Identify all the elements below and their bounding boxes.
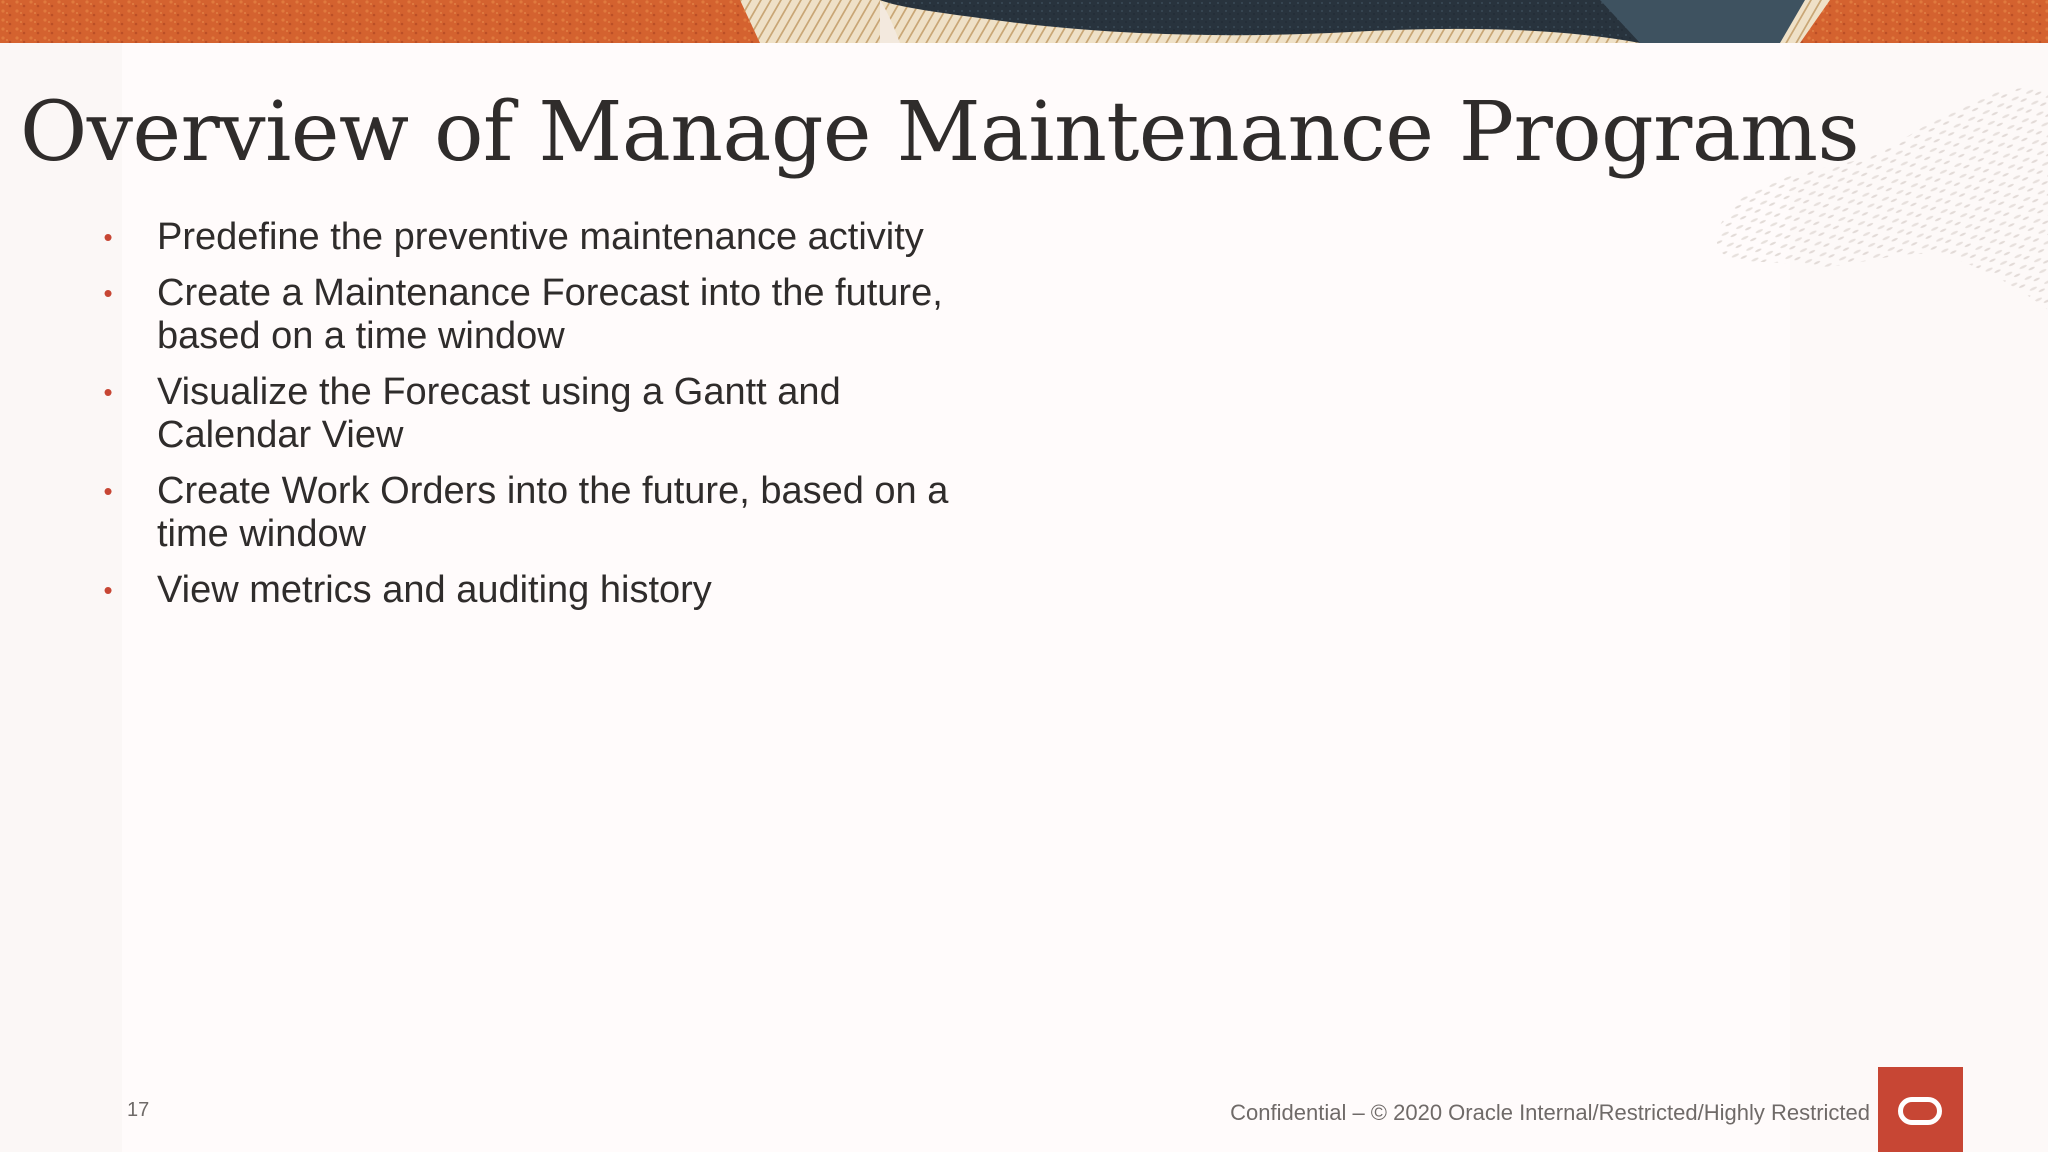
bullet-marker: • (103, 476, 113, 506)
bullet-marker: • (103, 575, 113, 605)
bullet-item (98, 470, 1027, 556)
bullet-text: Create Work Orders into the future, based on a time window (157, 470, 949, 555)
oracle-ring-icon (1898, 1097, 1942, 1125)
bullet-marker: • (103, 278, 113, 308)
bullet-marker: • (103, 222, 113, 252)
bullet-item (98, 569, 998, 612)
bullet-text: View metrics and auditing history (157, 569, 712, 611)
oracle-logo-icon (1878, 1067, 1963, 1152)
bullet-marker: • (103, 377, 113, 407)
bullet-text: Create a Maintenance Forecast into the future, based on a time window (157, 272, 943, 357)
confidentiality-footer: Confidential – © 2020 Oracle Internal/Restricted/Highly Restricted (1230, 1100, 1870, 1125)
slide-title: Overview of Manage Maintenance Programs (20, 85, 1860, 180)
bullet-text: Visualize the Forecast using a Gantt and Calendar View (157, 371, 841, 456)
bullet-list (98, 216, 998, 625)
page-number: 17 (127, 1099, 150, 1121)
bullet-item (98, 272, 1027, 358)
decorative-banner (0, 0, 2048, 43)
bullet-item (98, 216, 998, 259)
bullet-item (98, 371, 957, 457)
bullet-text: Predefine the preventive maintenance activity (157, 216, 924, 258)
